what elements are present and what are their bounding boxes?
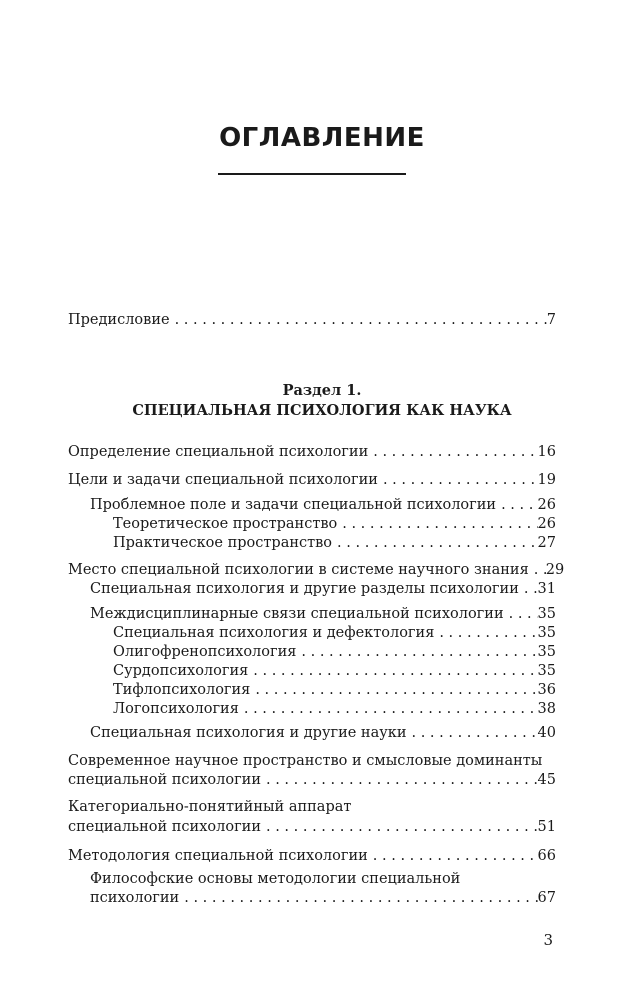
toc-entry-label: Логопсихология xyxy=(113,701,239,717)
toc-entry[interactable] xyxy=(90,604,556,624)
toc-entry[interactable] xyxy=(113,661,556,681)
dot-leader xyxy=(337,514,537,534)
dot-leader xyxy=(250,680,537,700)
toc-page-number: 27 xyxy=(537,535,556,551)
toc-entry-label: психологии xyxy=(90,890,180,906)
toc-entry-label: Сурдопсихология xyxy=(113,663,249,679)
toc-entry-label: Практическое пространство xyxy=(113,535,333,551)
section-number: Раздел 1. xyxy=(282,382,362,399)
dot-leader xyxy=(179,888,537,908)
toc-entry-label-line1: Современное научное пространство и смысловые доминанты xyxy=(68,753,543,769)
toc-page-number: 45 xyxy=(537,772,556,788)
toc-entry-label: Специальная психология и другие науки xyxy=(90,725,407,741)
toc-entry[interactable] xyxy=(90,495,556,515)
toc-entry[interactable] xyxy=(68,470,556,490)
toc-entry[interactable] xyxy=(68,846,556,866)
dot-leader xyxy=(519,579,538,599)
toc-entry-label: Место специальной психологии в системе научного знания xyxy=(68,562,529,578)
dot-leader xyxy=(261,817,538,837)
toc-entry[interactable] xyxy=(90,723,556,743)
dot-leader xyxy=(496,495,537,515)
toc-entry[interactable] xyxy=(113,642,556,662)
toc-page-number: 66 xyxy=(537,848,556,864)
page-number: 3 xyxy=(543,931,553,949)
toc-entry[interactable] xyxy=(68,560,565,580)
toc-entry-label: Междисциплинарные связи специальной психологии xyxy=(90,606,504,622)
toc-entry[interactable] xyxy=(68,817,556,837)
toc-page-number: 26 xyxy=(537,497,556,513)
toc-page-number: 38 xyxy=(537,701,556,717)
dot-leader xyxy=(332,533,538,553)
toc-page-number: 67 xyxy=(537,890,556,906)
page-title: ОГЛАВЛЕНИЕ xyxy=(219,123,425,153)
dot-leader xyxy=(378,470,538,490)
toc-entry-label-line1: Философские основы методологии специальной xyxy=(90,871,461,887)
dot-leader xyxy=(407,723,538,743)
toc-entry[interactable] xyxy=(113,623,556,643)
dot-leader xyxy=(248,661,537,681)
toc-page-number: 29 xyxy=(545,562,565,578)
toc-entry-label-line1: Категориально-понятийный аппарат xyxy=(68,799,352,815)
toc-page-number: 36 xyxy=(537,682,556,698)
toc-page-number: 35 xyxy=(537,625,556,641)
toc-entry-label: Олигофренопсихология xyxy=(113,644,297,660)
toc-entry-preface[interactable] xyxy=(68,310,556,330)
toc-page-number: 35 xyxy=(537,644,556,660)
toc-entry[interactable] xyxy=(68,442,556,462)
toc-entry[interactable] xyxy=(113,533,556,553)
toc-entry[interactable] xyxy=(68,770,556,790)
dot-leader xyxy=(170,310,547,330)
toc-entry-label: Тифлопсихология xyxy=(113,682,251,698)
toc-entry-label: Методология специальной психологии xyxy=(68,848,368,864)
toc-entry[interactable] xyxy=(90,579,556,599)
dot-leader xyxy=(368,442,537,462)
dot-leader xyxy=(434,623,537,643)
section-title: СПЕЦИАЛЬНАЯ ПСИХОЛОГИЯ КАК НАУКА xyxy=(132,402,512,419)
toc-entry-label: Специальная психология и дефектология xyxy=(113,625,435,641)
toc-page-number: 51 xyxy=(537,819,556,835)
toc-page-number: 31 xyxy=(537,581,556,597)
toc-entry-label: Цели и задачи специальной психологии xyxy=(68,472,378,488)
toc-page-number: 19 xyxy=(537,472,556,488)
toc-entry-label: Определение специальной психологии xyxy=(68,444,369,460)
toc-entry[interactable] xyxy=(90,888,556,908)
toc-page-number: 26 xyxy=(537,516,556,532)
toc-entry-label: специальной психологии xyxy=(68,819,261,835)
toc-page-number: 40 xyxy=(537,725,556,741)
toc-entry-label: специальной психологии xyxy=(68,772,261,788)
toc-entry-label: Специальная психология и другие разделы психологии xyxy=(90,581,519,597)
toc-page-number: 35 xyxy=(537,663,556,679)
toc-entry-label: Предисловие xyxy=(68,312,170,328)
toc-page-number: 7 xyxy=(546,312,556,328)
toc-page-number: 35 xyxy=(537,606,556,622)
toc-page-number: 16 xyxy=(537,444,556,460)
dot-leader xyxy=(504,604,538,624)
toc-entry[interactable] xyxy=(113,514,556,534)
toc-entry[interactable] xyxy=(113,680,556,700)
dot-leader xyxy=(529,560,546,580)
dot-leader xyxy=(368,846,538,866)
toc-entry-label: Проблемное поле и задачи специальной психологии xyxy=(90,497,497,513)
toc-entry-label: Теоретическое пространство xyxy=(113,516,338,532)
toc-entry[interactable] xyxy=(113,699,556,719)
dot-leader xyxy=(239,699,538,719)
dot-leader xyxy=(296,642,537,662)
title-underline xyxy=(218,173,406,175)
dot-leader xyxy=(261,770,538,790)
